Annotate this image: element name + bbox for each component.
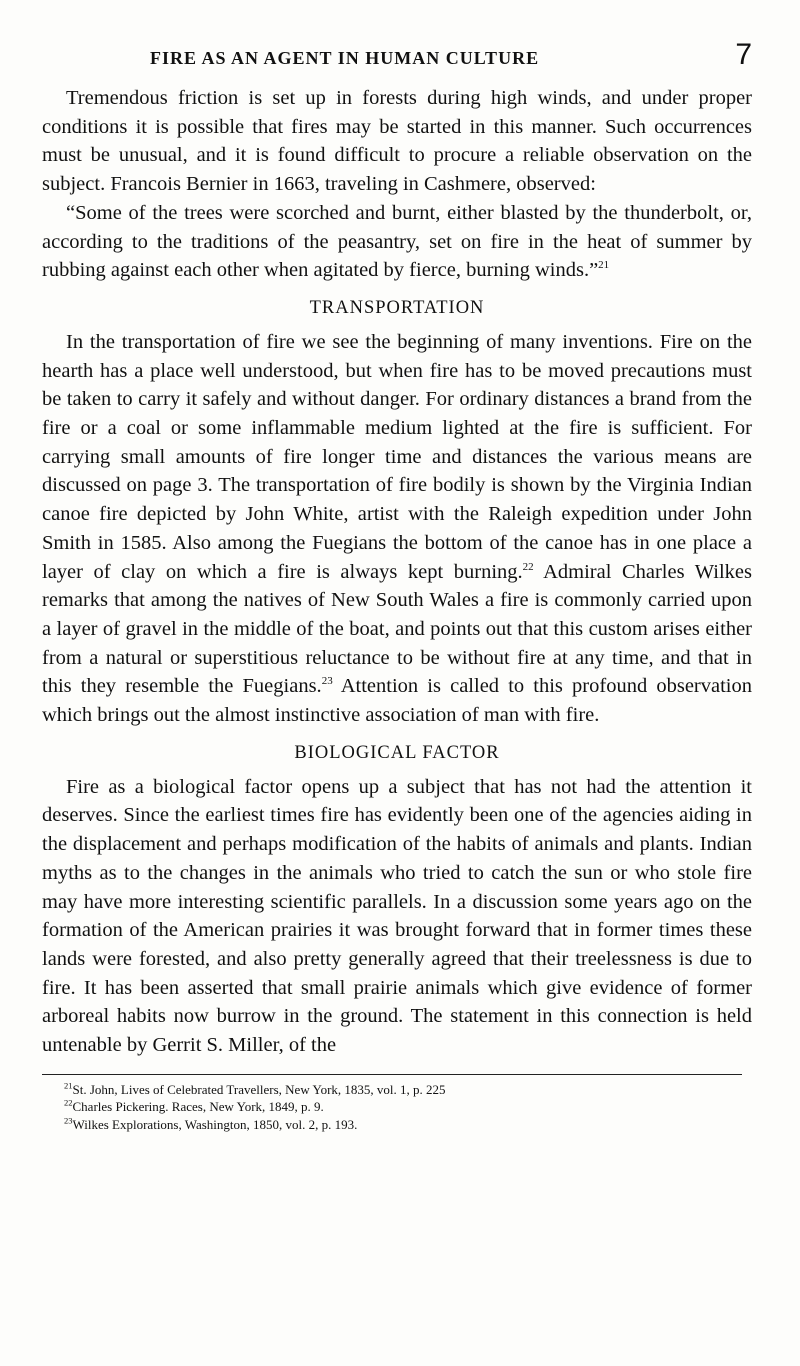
running-title: FIRE AS AN AGENT IN HUMAN CULTURE	[150, 48, 540, 68]
heading-transportation: TRANSPORTATION	[309, 297, 485, 318]
quote-text: “Some of the trees were scorched and burnt, either blasted by the thunderbolt, or, according to the traditions of the peasantry, set on fire in the heat of summer by rubbing against each other when agitated by fierce, burning winds.”	[42, 201, 752, 282]
footnote-text: Charles Pickering. Races, New York, 1849, p. 9.	[72, 1099, 324, 1115]
page-number: 7	[735, 38, 752, 71]
paragraph-transportation	[42, 328, 752, 730]
footnotes	[42, 1081, 752, 1134]
footnote-text: St. John, Lives of Celebrated Travellers, New York, 1835, vol. 1, p. 225	[72, 1081, 446, 1097]
paragraph-biological: Fire as a biological factor opens up a subject that has not had the attention it deserves. Since the earliest times fire has evidently been one of the agencies aiding in the displacement and perhaps modification of the habits of animals and plants. Indian myths as to the changes in the animals who tried to catch the sun or who stole fire may have more interesting scientific parallels. In a discussion some years ago on the formation of the American prairies it was brought forward that in former times these lands were forested, and also pretty generally agreed that their treelessness is due to fire. It has been asserted that small prairie animals which give evidence of former arboreal habits now burrow in the ground. The statement in this connection is held untenable by Gerrit S. Miller, of the	[42, 775, 752, 1057]
footnote-21	[64, 1081, 752, 1099]
footnote-text: Wilkes Explorations, Washington, 1850, vol. 2, p. 193.	[72, 1116, 358, 1132]
footnote-ref-23: 23	[321, 675, 333, 688]
heading-biological-factor: BIOLOGICAL FACTOR	[294, 742, 500, 763]
footnote-number: 22	[64, 1097, 73, 1108]
running-head	[42, 38, 752, 78]
bernier-quote	[42, 199, 752, 285]
transport-text-c: Attention is called to this profound observation which brings out the almost instinctive association of man with fire.	[42, 675, 752, 727]
footnote-23	[64, 1116, 752, 1134]
book-page	[42, 38, 752, 1133]
paragraph-friction: Tremendous friction is set up in forests during high winds, and under proper conditions it is possible that fires may be started in this manner. Such occurrences must be unusual, and it is found difficult to procure a reliable observation on the subject. Francois Bernier in 1663, traveling in Cashmere, observed:	[42, 87, 752, 196]
transport-text-b: Admiral Charles Wilkes remarks that among the natives of New South Wales a fire is commonly carried upon a layer of gravel in the middle of the boat, and points out that this custom arises either from a natural or superstitious reluctance to be without fire at any time, and that in this they resemble the Fuegians.	[42, 560, 752, 698]
footnote-ref-22: 22	[522, 560, 534, 573]
footnote-number: 23	[64, 1115, 73, 1126]
footnote-ref-21: 21	[598, 259, 610, 272]
footnote-22	[64, 1098, 752, 1116]
footnote-divider	[42, 1074, 742, 1075]
footnote-number: 21	[64, 1080, 73, 1091]
transport-text-a: In the transportation of fire we see the beginning of many inventions. Fire on the hearth has a place well understood, but when fire has to be moved precautions must be taken to carry it safely and without danger. For ordinary distances a brand from the fire or a coal or some inflammable medium lighted at the fire is sufficient. For carrying small amounts of fire longer time and distances the various means are discussed on page 3. The transportation of fire bodily is shown by the Virginia Indian canoe fire depicted by John White, artist with the Raleigh expedition under John Smith in 1585. Also among the Fuegians the bottom of the canoe has in one place a layer of clay on which a fire is always kept burning.	[42, 330, 752, 583]
